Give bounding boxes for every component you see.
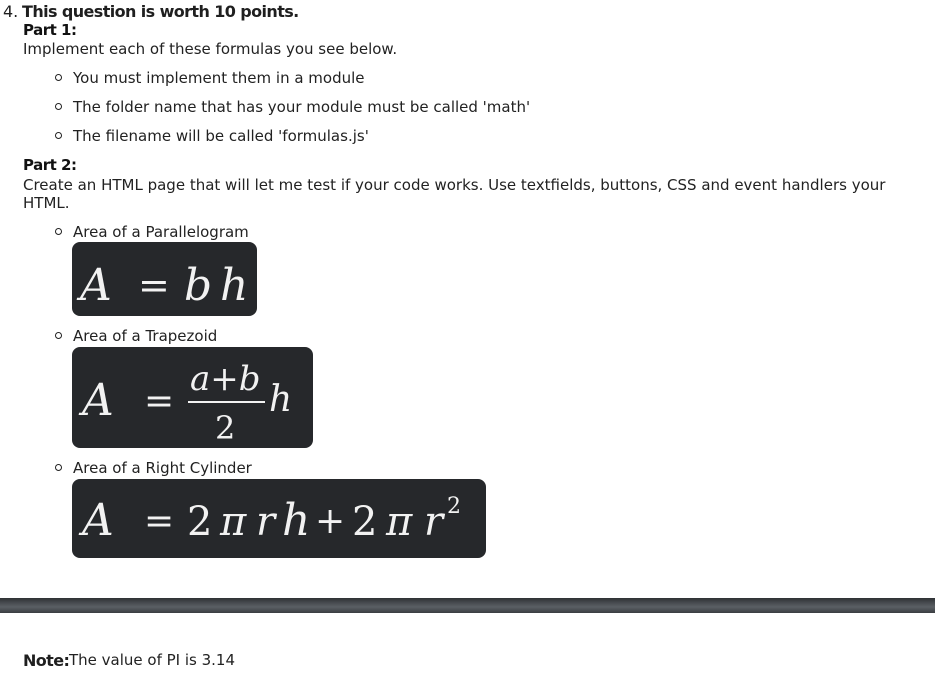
formula-label-trapezoid: Area of a Trapezoid [73,327,218,345]
part1-bullet-1: You must implement them in a module [73,69,365,87]
formula-symbol: r [256,499,276,545]
part1-bullet-3: The filename will be called 'formulas.js' [73,127,369,145]
part1-intro: Implement each of these formulas you see below. [23,40,398,58]
part2-intro-line2: HTML. [23,194,70,212]
formula-cylinder [72,479,486,558]
note-label: Note: [23,651,70,670]
formula-label-cylinder: Area of a Right Cylinder [73,459,252,477]
formula-symbol: π [386,499,413,545]
formula-symbol: A [82,495,114,546]
part1-heading: Part 1: [23,21,77,39]
formula-symbol: h [220,260,249,311]
formula-parallelogram [72,242,257,316]
formula-label-parallelogram: Area of a Parallelogram [73,223,249,241]
part1-bullet-2: The folder name that has your module must be called 'math' [73,98,531,116]
bullet-icon [55,103,62,110]
formula-symbol: h [269,379,293,420]
formula-symbol: h [282,495,311,546]
note-text: The value of PI is 3.14 [69,651,236,669]
formula-trapezoid [72,347,313,448]
formula-symbol: = [144,501,175,542]
formula-denominator: 2 [215,409,236,447]
bullet-icon [55,228,62,235]
formula-symbol: = [144,381,175,422]
formula-symbol: A [80,260,112,311]
section-divider [0,598,935,613]
formula-symbol: b [184,260,213,311]
bullet-icon [55,332,62,339]
part2-intro-line1: Create an HTML page that will let me test if your code works. Use textfields, buttons, CSS and event handlers your [23,176,886,194]
bullet-icon [55,74,62,81]
bullet-icon [55,132,62,139]
formula-symbol: = [138,263,170,307]
formula-symbol: 2 [352,499,378,545]
formula-symbol: A [82,375,114,426]
bullet-icon [55,464,62,471]
formula-symbol: + [315,501,346,542]
formula-symbol: π [220,499,247,545]
formula-exponent: 2 [447,494,461,519]
question-number: 4. [3,2,19,21]
formula-numerator: a+b [190,359,261,399]
question-title: This question is worth 10 points. [22,2,299,21]
formula-symbol: r [424,499,444,545]
part2-heading: Part 2: [23,156,77,174]
formula-symbol: 2 [187,499,213,545]
